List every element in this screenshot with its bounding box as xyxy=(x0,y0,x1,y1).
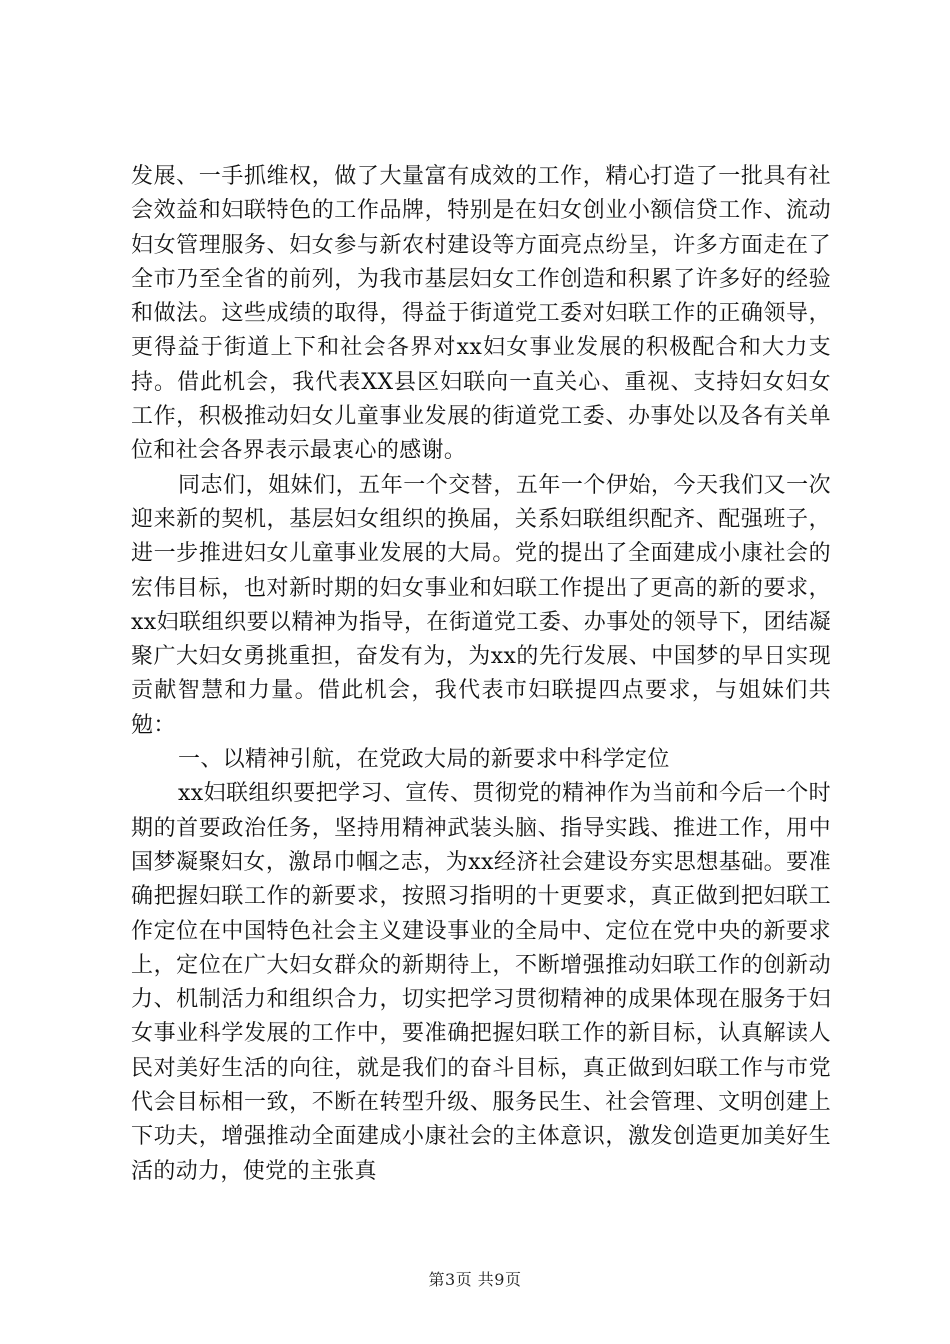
paragraph-3: xx妇联组织要把学习、宣传、贯彻党的精神作为当前和今后一个时期的首要政治任务，坚持用精神武装头脑、指导实践、推进工作，用中国梦凝聚妇女，激昂巾帼之志，为xx经济社会建设夯实思想基础。要准确把握妇联工作的新要求，按照习指明的十更要求，真正做到把妇联工作定位在中国特色社会主义建设事业的全局中、定位在党中央的新要求上，定位在广大妇女群众的新期待上，不断增强推动妇联工作的创新动力、机制活力和组织合力，切实把学习贯彻精神的成果体现在服务于妇女事业科学发展的工作中，要准确把握妇联工作的新目标，认真解读人民对美好生活的向往，就是我们的奋斗目标，真正做到妇联工作与市党代会目标相一致，不断在转型升级、服务民生、社会管理、文明创建上下功夫，增强推动全面建成小康社会的主体意识，激发创造更加美好生活的动力，使党的主张真 xyxy=(131,781,831,1184)
paragraph-1: 发展、一手抓维权，做了大量富有成效的工作，精心打造了一批具有社会效益和妇联特色的工作品牌，特别是在妇女创业小额信贷工作、流动妇女管理服务、妇女参与新农村建设等方面亮点纷呈，许多方面走在了全市乃至全省的前列，为我市基层妇女工作创造和积累了许多好的经验和做法。这些成绩的取得，得益于街道党工委对妇联工作的正确领导，更得益于街道上下和社会各界对xx妇女事业发展的积极配合和大力支持。借此机会，我代表XX县区妇联向一直关心、重视、支持妇女妇女工作，积极推动妇女儿童事业发展的街道党工委、办事处以及各有关单位和社会各界表示最衷心的感谢。 xyxy=(131,164,831,464)
paragraph-2: 同志们，姐妹们，五年一个交替，五年一个伊始，今天我们又一次迎来新的契机，基层妇女组织的换届，关系妇联组织配齐、配强班子，进一步推进妇女儿童事业发展的大局。党的提出了全面建成小康社会的宏伟目标，也对新时期的妇女事业和妇联工作提出了更高的新的要求，xx妇联组织要以精神为指导，在街道党工委、办事处的领导下，团结凝聚广大妇女勇挑重担，奋发有为，为xx的先行发展、中国梦的早日实现贡献智慧和力量。借此机会，我代表市妇联提四点要求，与姐妹们共勉： xyxy=(131,472,831,738)
section-heading-1: 一、以精神引航，在党政大局的新要求中科学定位 xyxy=(178,747,670,773)
document-body xyxy=(131,160,831,1189)
page-footer: 第3页 共9页 xyxy=(428,1270,522,1289)
